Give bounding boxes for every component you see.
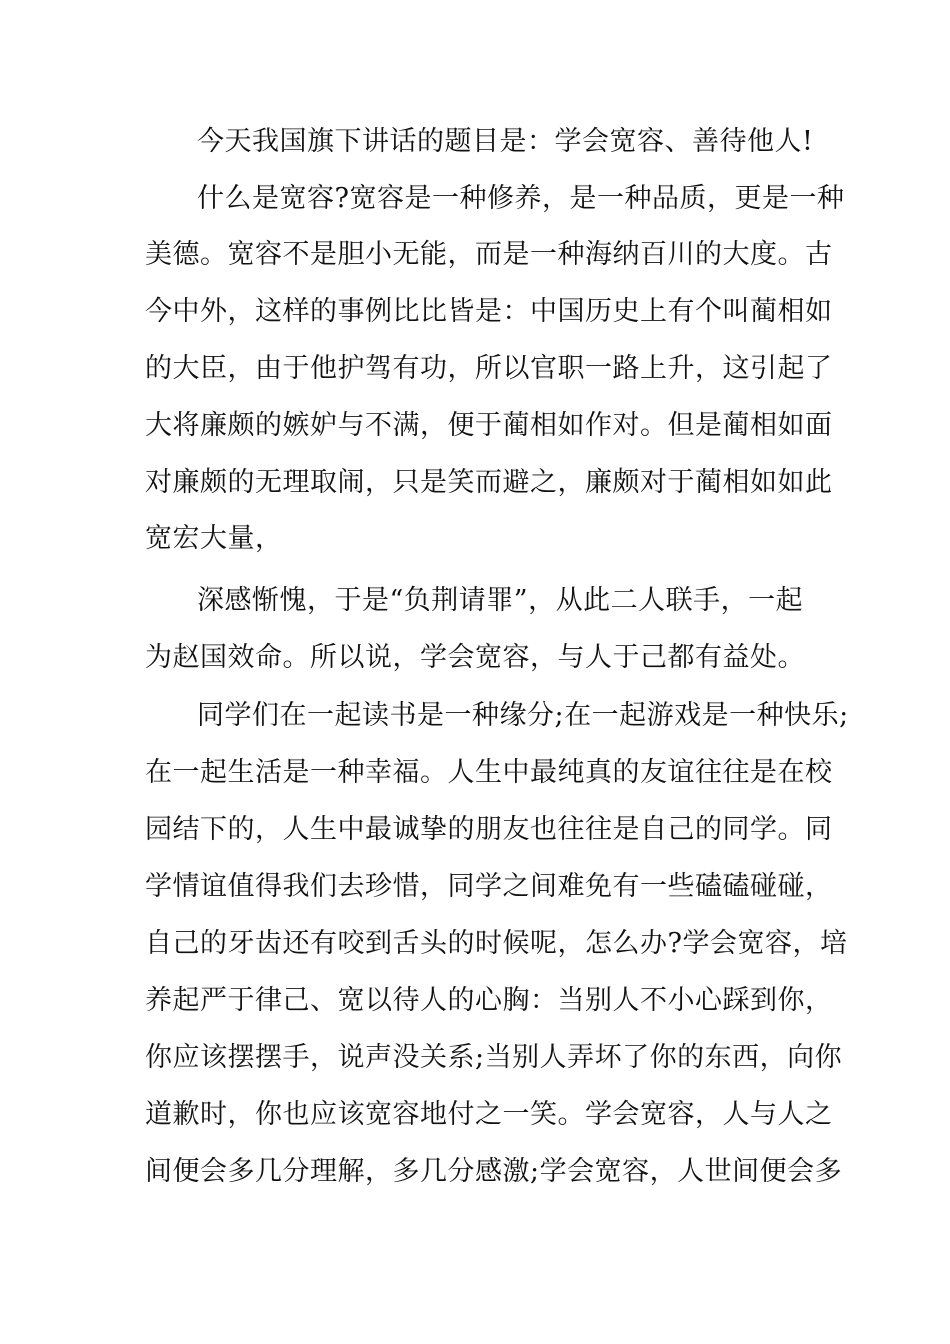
paragraph-4-line-2: 在一起生活是一种幸福。人生中最纯真的友谊往往是在校 xyxy=(145,757,833,788)
paragraph-2-line-6: 对廉颇的无理取闹，只是笑而避之，廉颇对于蔺相如如此 xyxy=(145,467,833,498)
paragraph-4-line-6: 养起严于律己、宽以待人的心胸：当别人不小心踩到你， xyxy=(145,985,833,1016)
paragraph-4-line-1: 同学们在一起读书是一种缘分;在一起游戏是一种快乐; xyxy=(197,700,849,731)
paragraph-2-line-7: 宽宏大量， xyxy=(145,523,283,554)
paragraph-2-line-4: 的大臣，由于他护驾有功，所以官职一路上升，这引起了 xyxy=(145,353,833,384)
paragraph-3-line-1: 深感惭愧，于是“负荆请罪”，从此二人联手，一起 xyxy=(197,585,804,616)
paragraph-4-line-4: 学情谊值得我们去珍惜，同学之间难免有一些磕磕碰碰， xyxy=(145,871,833,902)
paragraph-4-line-5: 自己的牙齿还有咬到舌头的时候呢，怎么办?学会宽容，培 xyxy=(145,928,848,959)
paragraph-4-line-9: 间便会多几分理解，多几分感激;学会宽容，人世间便会多 xyxy=(145,1156,843,1187)
paragraph-2-line-3: 今中外，这样的事例比比皆是：中国历史上有个叫蔺相如 xyxy=(145,296,833,327)
paragraph-2-line-2: 美德。宽容不是胆小无能，而是一种海纳百川的大度。古 xyxy=(145,239,833,270)
paragraph-3-line-2: 为赵国效命。所以说，学会宽容，与人于己都有益处。 xyxy=(145,642,805,673)
paragraph-2-line-5: 大将廉颇的嫉妒与不满，便于蔺相如作对。但是蔺相如面 xyxy=(145,410,833,441)
paragraph-2-line-1: 什么是宽容?宽容是一种修养，是一种品质，更是一种 xyxy=(197,183,845,214)
paragraph-1-line-1: 今天我国旗下讲话的题目是：学会宽容、善待他人! xyxy=(197,126,814,157)
paragraph-4-line-3: 园结下的，人生中最诚挚的朋友也往往是自己的同学。同 xyxy=(145,814,833,845)
paragraph-4-line-8: 道歉时，你也应该宽容地付之一笑。学会宽容，人与人之 xyxy=(145,1099,833,1130)
paragraph-4-line-7: 你应该摆摆手，说声没关系;当别人弄坏了你的东西，向你 xyxy=(145,1042,843,1073)
